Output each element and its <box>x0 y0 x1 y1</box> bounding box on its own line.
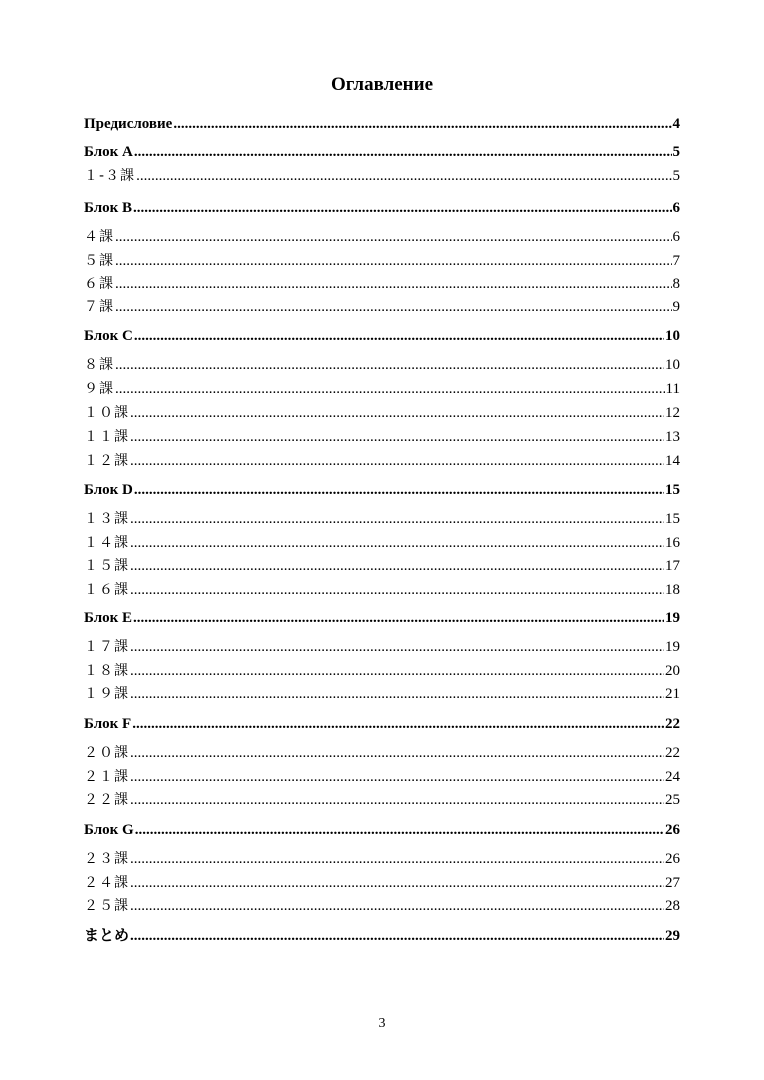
toc-entry-preface[interactable] <box>84 114 680 134</box>
toc-entry-lesson[interactable] <box>84 637 680 657</box>
toc-entry-lesson[interactable] <box>84 355 680 375</box>
toc-entry-label: Блок F <box>84 716 132 732</box>
toc-entry-page: 13 <box>665 429 680 445</box>
dot-leader <box>115 227 672 247</box>
toc-entry-page: 10 <box>665 357 680 373</box>
toc-entry-page: 26 <box>665 851 680 867</box>
toc-entry-label: ２４課 <box>84 875 129 891</box>
toc-entry-label: ２１課 <box>84 769 129 785</box>
toc-entry-block-g[interactable] <box>84 820 680 840</box>
toc-entry-label: Блок E <box>84 610 133 626</box>
toc-entry-page: 7 <box>672 253 680 269</box>
dot-leader <box>136 166 671 186</box>
toc-entry-page: 14 <box>665 453 680 469</box>
toc-entry-label: １-３課 <box>84 168 136 184</box>
toc-entry-page: 25 <box>665 792 680 808</box>
toc-entry-page: 15 <box>665 482 680 498</box>
toc-entry-lesson[interactable] <box>84 873 680 893</box>
dot-leader <box>115 297 672 317</box>
dot-leader <box>130 767 664 787</box>
toc-entry-label: ７課 <box>84 299 114 315</box>
toc-entry-block-c[interactable] <box>84 326 680 346</box>
toc-entry-page: 11 <box>665 381 680 397</box>
dot-leader <box>130 556 664 576</box>
toc-entry-lesson[interactable] <box>84 427 680 447</box>
toc-entry-label: ８課 <box>84 357 114 373</box>
dot-leader <box>130 849 664 869</box>
toc-entry-summary[interactable] <box>84 926 680 946</box>
dot-leader <box>115 251 672 271</box>
toc-entry-lesson[interactable] <box>84 251 680 271</box>
dot-leader <box>134 480 664 500</box>
dot-leader <box>133 198 671 218</box>
toc-entry-page: 17 <box>665 558 680 574</box>
toc-entry-label: １６課 <box>84 582 129 598</box>
dot-leader <box>130 427 664 447</box>
toc-entry-label: ５課 <box>84 253 114 269</box>
toc-entry-page: 27 <box>665 875 680 891</box>
toc-entry-label: まとめ <box>84 928 130 944</box>
page-number: 3 <box>378 1016 386 1031</box>
toc-entry-block-e[interactable] <box>84 608 680 628</box>
toc-entry-page: 24 <box>665 769 680 785</box>
toc-entry-label: ９課 <box>84 381 114 397</box>
toc-entry-lesson[interactable] <box>84 297 680 317</box>
toc-entry-lesson[interactable] <box>84 403 680 423</box>
dot-leader <box>130 926 664 946</box>
dot-leader <box>115 379 665 399</box>
toc-entry-label: １２課 <box>84 453 129 469</box>
dot-leader <box>130 743 664 763</box>
toc-entry-label: ２３課 <box>84 851 129 867</box>
toc-entry-lesson[interactable] <box>84 227 680 247</box>
toc-entry-label: １５課 <box>84 558 129 574</box>
toc-entry-page: 12 <box>665 405 680 421</box>
toc-entry-lesson[interactable] <box>84 166 680 186</box>
toc-entry-page: 19 <box>665 610 680 626</box>
toc-entry-label: １７課 <box>84 639 129 655</box>
toc-entry-lesson[interactable] <box>84 849 680 869</box>
dot-leader <box>130 661 664 681</box>
toc-entry-label: １３課 <box>84 511 129 527</box>
toc-entry-label: １４課 <box>84 535 129 551</box>
toc-entry-lesson[interactable] <box>84 533 680 553</box>
toc-entry-label: Блок D <box>84 482 133 498</box>
dot-leader <box>115 274 672 294</box>
toc-entry-page: 20 <box>665 663 680 679</box>
dot-leader <box>130 896 664 916</box>
toc-entry-block-f[interactable] <box>84 714 680 734</box>
dot-leader <box>130 873 664 893</box>
toc-entry-page: 4 <box>672 116 680 132</box>
toc-entry-lesson[interactable] <box>84 684 680 704</box>
toc-entry-label: １１課 <box>84 429 129 445</box>
toc-entry-block-b[interactable] <box>84 198 680 218</box>
toc-entry-page: 9 <box>672 299 680 315</box>
dot-leader <box>130 533 664 553</box>
toc-entry-page: 10 <box>665 328 680 344</box>
toc-entry-page: 26 <box>665 822 680 838</box>
toc-entry-page: 28 <box>665 898 680 914</box>
toc-entry-label: Блок А <box>84 144 133 160</box>
toc-entry-block-d[interactable] <box>84 480 680 500</box>
toc-entry-label: ２０課 <box>84 745 129 761</box>
dot-leader <box>173 114 671 134</box>
toc-entry-page: 22 <box>665 745 680 761</box>
toc-entry-page: 6 <box>672 200 680 216</box>
toc-entry-label: Блок C <box>84 328 133 344</box>
toc-entry-page: 6 <box>672 229 680 245</box>
toc-entry-lesson[interactable] <box>84 451 680 471</box>
toc-entry-lesson[interactable] <box>84 790 680 810</box>
dot-leader <box>134 326 664 346</box>
toc-entry-label: ２２課 <box>84 792 129 808</box>
dot-leader <box>132 714 664 734</box>
toc-entry-lesson[interactable] <box>84 274 680 294</box>
toc-entry-page: 29 <box>665 928 680 944</box>
toc-entry-label: Предисловие <box>84 116 173 132</box>
toc-entry-lesson[interactable] <box>84 743 680 763</box>
toc-entry-lesson[interactable] <box>84 509 680 529</box>
dot-leader <box>134 142 672 162</box>
dot-leader <box>130 403 664 423</box>
dot-leader <box>130 684 664 704</box>
page-title: Оглавление <box>330 74 434 95</box>
toc-entry-page: 19 <box>665 639 680 655</box>
toc-entry-label: ６課 <box>84 276 114 292</box>
toc-entry-page: 5 <box>672 144 680 160</box>
toc-entry-lesson[interactable] <box>84 379 680 399</box>
dot-leader <box>130 637 664 657</box>
toc-entry-lesson[interactable] <box>84 580 680 600</box>
toc-entry-label: ４課 <box>84 229 114 245</box>
toc-entry-block-a[interactable] <box>84 142 680 162</box>
toc-entry-lesson[interactable] <box>84 661 680 681</box>
dot-leader <box>115 355 664 375</box>
toc-entry-lesson[interactable] <box>84 556 680 576</box>
toc-entry-label: １９課 <box>84 686 129 702</box>
toc-entry-page: 15 <box>665 511 680 527</box>
dot-leader <box>133 608 664 628</box>
toc-entry-lesson[interactable] <box>84 767 680 787</box>
dot-leader <box>130 451 664 471</box>
toc-entry-label: Блок G <box>84 822 134 838</box>
toc-entry-label: ２５課 <box>84 898 129 914</box>
dot-leader <box>130 790 664 810</box>
dot-leader <box>130 509 664 529</box>
dot-leader <box>130 580 664 600</box>
toc-entry-page: 5 <box>672 168 680 184</box>
toc-entry-label: １８課 <box>84 663 129 679</box>
toc-entry-page: 18 <box>665 582 680 598</box>
toc-entry-label: Блок B <box>84 200 133 216</box>
toc-entry-lesson[interactable] <box>84 896 680 916</box>
toc-entry-page: 16 <box>665 535 680 551</box>
toc-entry-page: 21 <box>665 686 680 702</box>
dot-leader <box>135 820 664 840</box>
toc-entry-page: 22 <box>665 716 680 732</box>
toc-entry-page: 8 <box>672 276 680 292</box>
toc-entry-label: １０課 <box>84 405 129 421</box>
